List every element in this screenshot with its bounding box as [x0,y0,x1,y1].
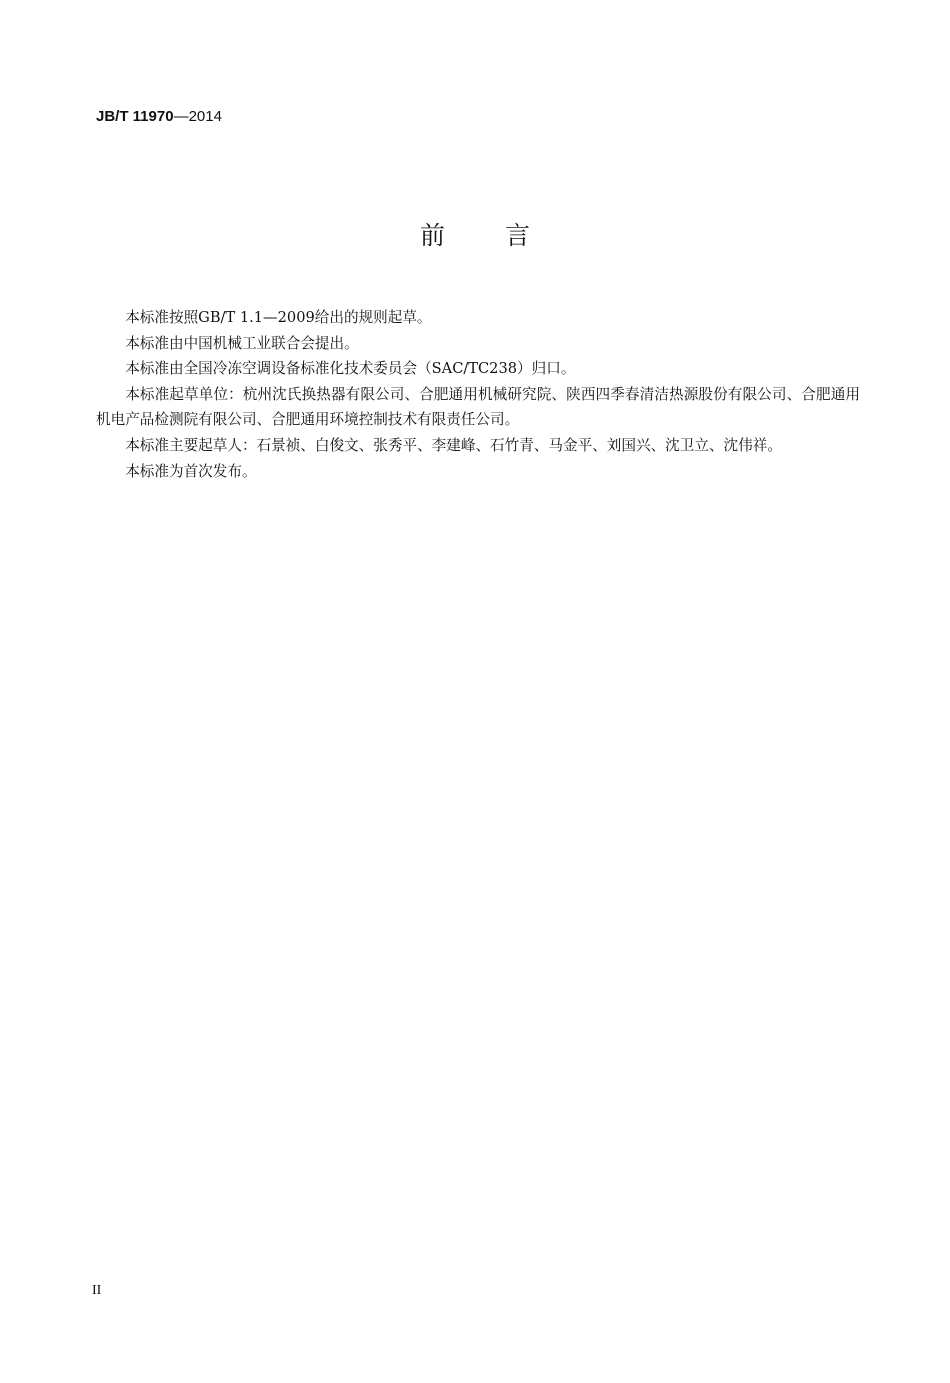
paragraph-drafting-rules: 本标准按照GB/T 1.1—2009给出的规则起草。 [125,309,432,326]
page-title: 前言 [419,221,590,250]
paragraph-first-release: 本标准为首次发布。 [125,462,257,480]
paragraph-drafting-units: 本标准起草单位：杭州沈氏换热器有限公司、合肥通用机械研究院、陕西四季春清洁热源股份有限公司、合肥通用机电产品检测院有限公司、合肥通用环境控制技术有限责任公司。 [96,385,860,429]
standard-code [96,108,222,125]
page-number: II [92,1283,102,1298]
standard-code-year: —2014 [173,108,222,125]
foreword-body [96,305,860,484]
paragraph-proposer: 本标准由中国机械工业联合会提出。 [125,334,359,352]
standard-code-number: JB/T 11970 [96,108,174,125]
paragraph-committee: 本标准由全国冷冻空调设备标准化技术委员会（SAC/TC238）归口。 [125,360,576,378]
paragraph-drafters: 本标准主要起草人：石景祯、白俊文、张秀平、李建峰、石竹青、马金平、刘国兴、沈卫立、沈伟祥。 [125,436,782,454]
